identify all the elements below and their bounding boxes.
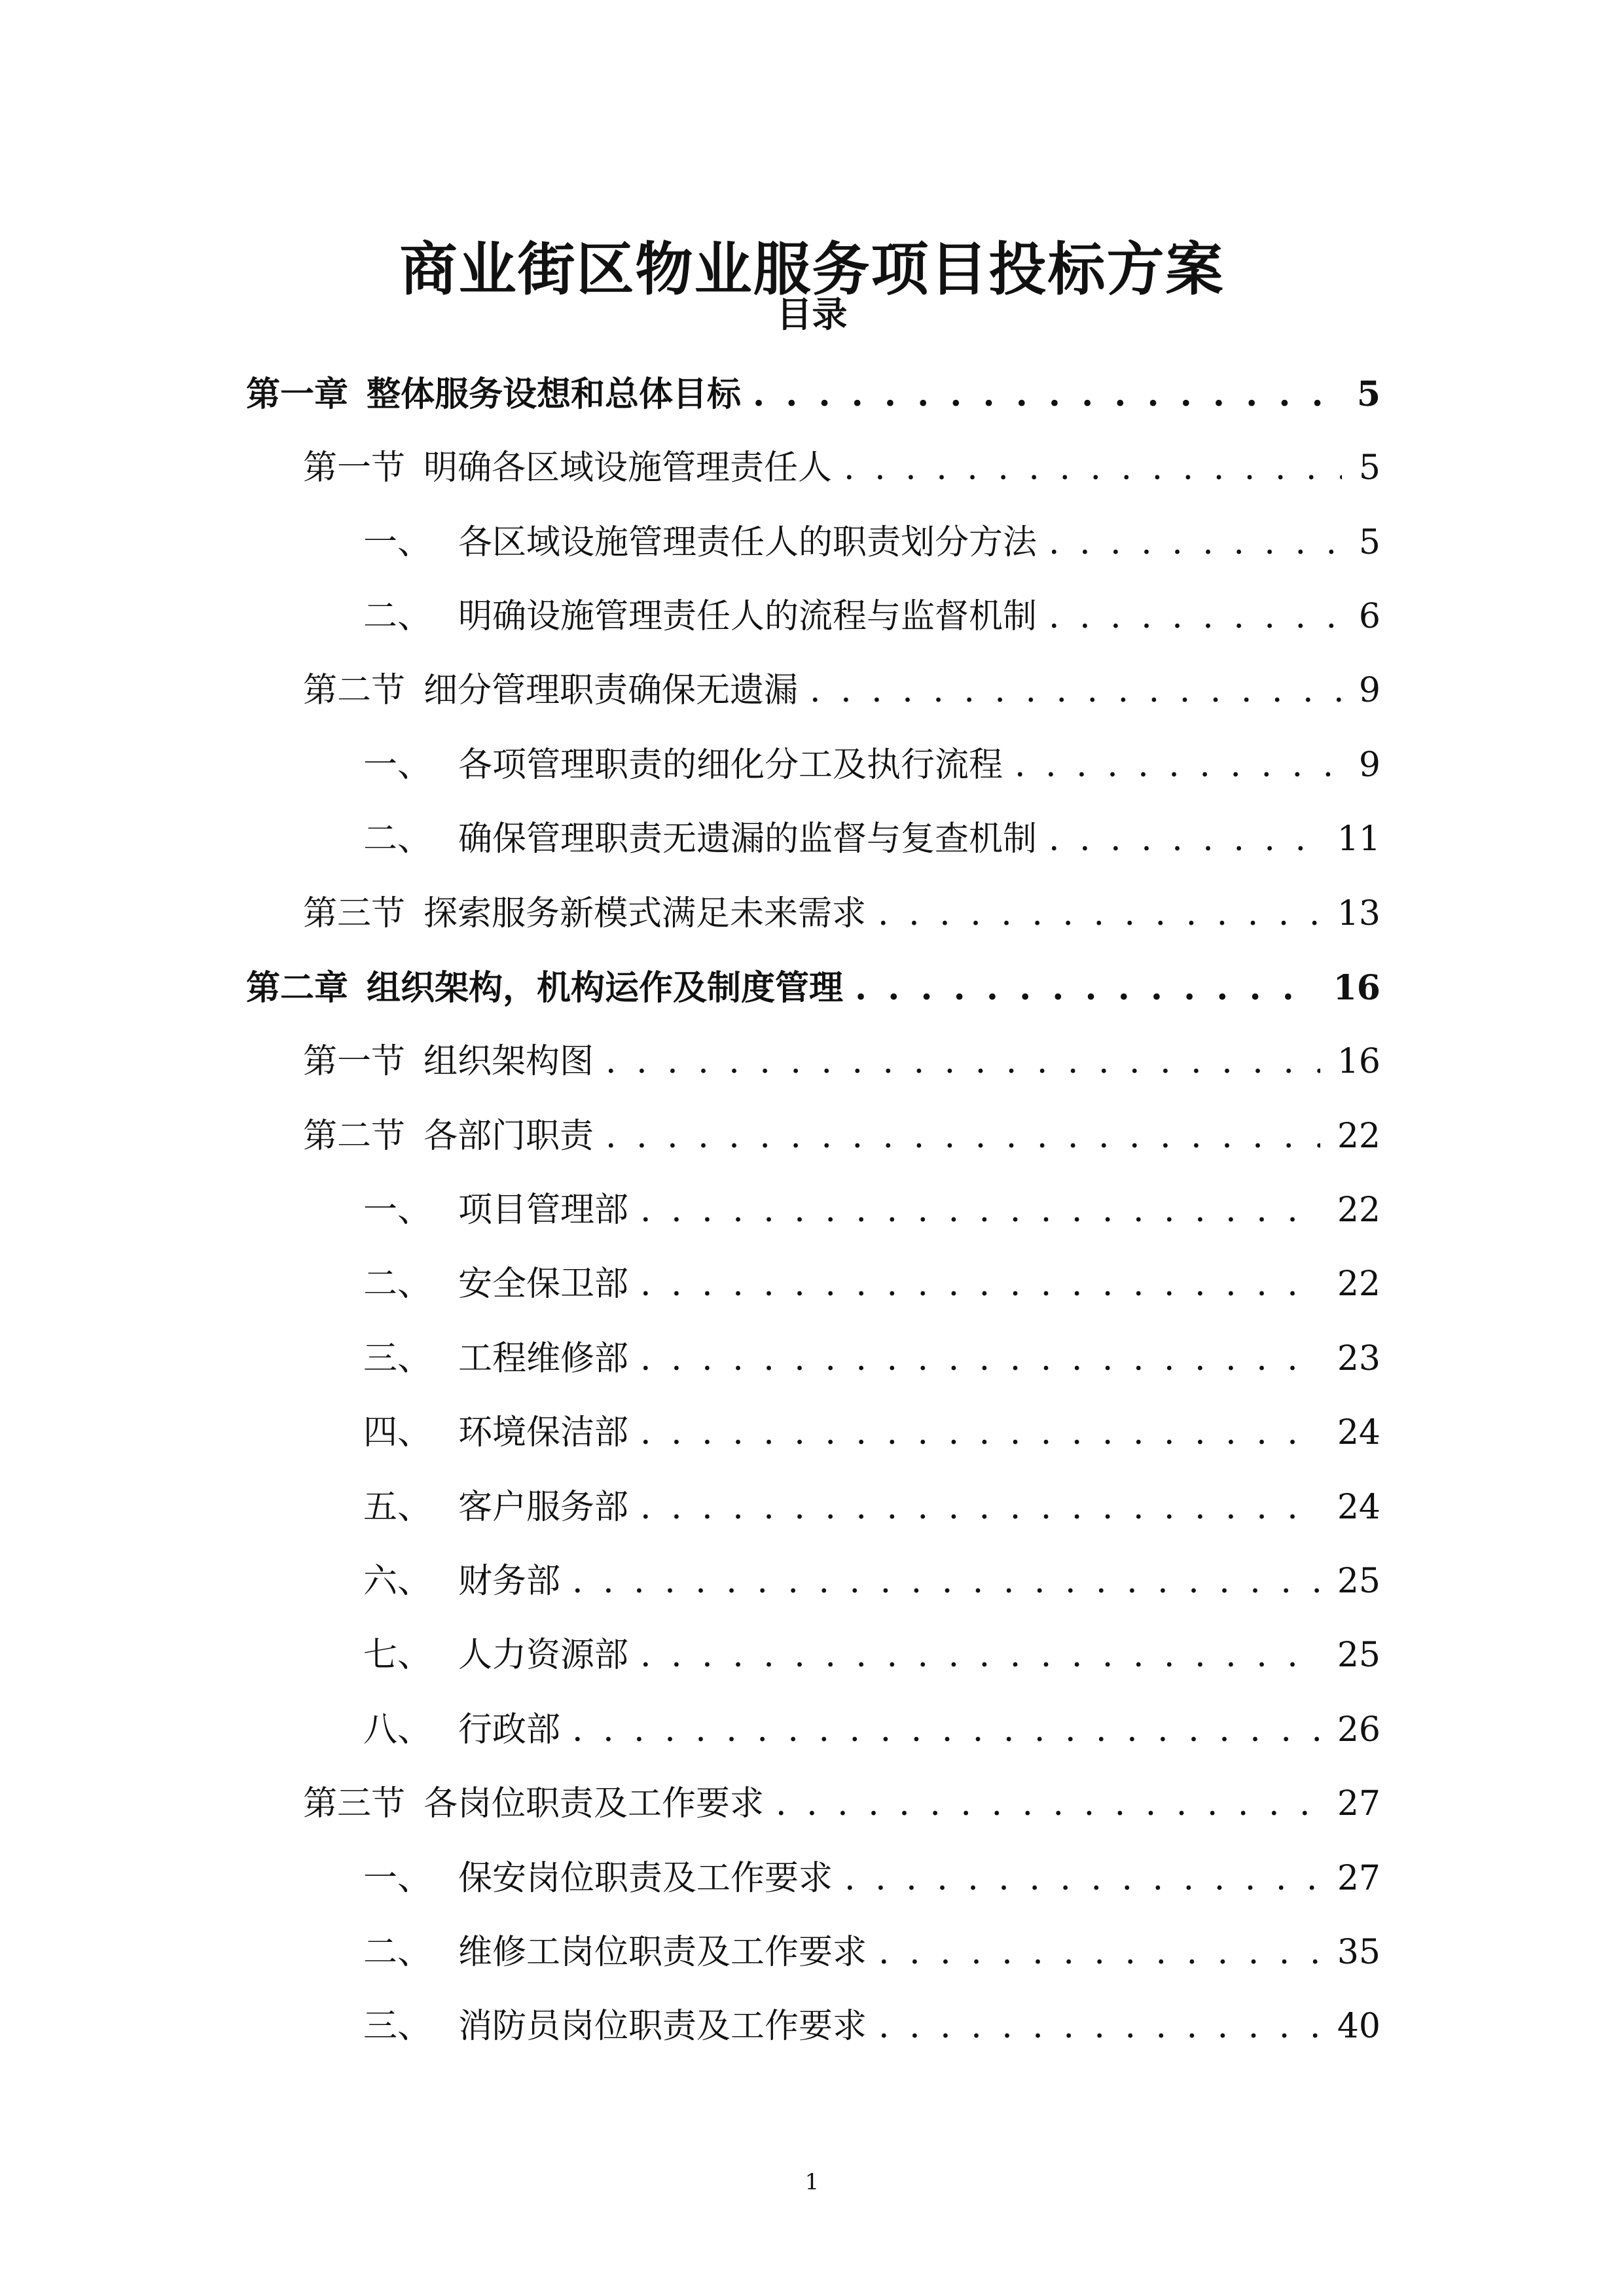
toc-page-number: 24 bbox=[1337, 1413, 1380, 1453]
toc-page-number: 11 bbox=[1337, 819, 1380, 859]
toc-page-number: 9 bbox=[1358, 745, 1380, 785]
toc-title: 行政部 bbox=[458, 1710, 561, 1749]
toc-number: 第二章 bbox=[246, 967, 349, 1008]
toc-section[interactable] bbox=[0, 1100, 1624, 1174]
toc-title: 组织架构图 bbox=[424, 1042, 594, 1082]
toc-subsection[interactable] bbox=[0, 1916, 1624, 1990]
toc-title: 明确设施管理责任人的流程与监督机制 bbox=[458, 596, 1038, 636]
toc-number: 第三节 bbox=[303, 1784, 406, 1824]
toc-title: 各项管理职责的细化分工及执行流程 bbox=[458, 745, 1003, 785]
dot-leader bbox=[1049, 820, 1320, 859]
toc-number: 二、 bbox=[363, 819, 432, 859]
toc-number: 一、 bbox=[363, 745, 432, 785]
dot-leader bbox=[640, 1340, 1320, 1379]
toc-title: 环境保洁部 bbox=[458, 1413, 629, 1453]
toc-subsection[interactable] bbox=[0, 1545, 1624, 1619]
toc-page-number: 13 bbox=[1337, 893, 1380, 933]
toc-title: 客户服务部 bbox=[458, 1487, 629, 1527]
toc-number: 五、 bbox=[363, 1487, 432, 1527]
toc-subsection[interactable] bbox=[0, 1693, 1624, 1767]
toc-title: 确保管理职责无遗漏的监督与复查机制 bbox=[458, 819, 1038, 859]
toc-number: 七、 bbox=[363, 1636, 432, 1676]
toc-title: 财务部 bbox=[458, 1562, 561, 1602]
toc-page-number: 16 bbox=[1337, 1042, 1380, 1082]
toc-subsection[interactable] bbox=[0, 506, 1624, 580]
toc-number: 八、 bbox=[363, 1710, 432, 1749]
toc-subsection[interactable] bbox=[0, 1842, 1624, 1916]
toc-page-number: 40 bbox=[1337, 2007, 1380, 2047]
toc-title: 安全保卫部 bbox=[458, 1265, 629, 1304]
toc-subsection[interactable] bbox=[0, 728, 1624, 802]
toc-section[interactable] bbox=[0, 431, 1624, 505]
toc-title: 工程维修部 bbox=[458, 1338, 629, 1378]
dot-leader bbox=[1049, 524, 1342, 563]
toc-page-number: 27 bbox=[1337, 1784, 1380, 1824]
toc-number: 第一节 bbox=[303, 1042, 406, 1082]
toc-number: 二、 bbox=[363, 596, 432, 636]
toc-page-number: 25 bbox=[1337, 1636, 1380, 1676]
toc-page-number: 9 bbox=[1358, 671, 1380, 711]
toc-subsection[interactable] bbox=[0, 1619, 1624, 1693]
toc-title: 各部门职责 bbox=[424, 1116, 594, 1156]
toc-number: 四、 bbox=[363, 1413, 432, 1453]
toc-subsection[interactable] bbox=[0, 1471, 1624, 1545]
toc-number: 第一章 bbox=[246, 374, 349, 414]
toc-subsection[interactable] bbox=[0, 580, 1624, 654]
toc-number: 第二节 bbox=[303, 671, 406, 711]
toc-title: 探索服务新模式满足未来需求 bbox=[424, 893, 867, 933]
toc-section[interactable] bbox=[0, 1026, 1624, 1100]
dot-leader bbox=[640, 1636, 1320, 1676]
dot-leader bbox=[640, 1191, 1320, 1230]
toc-page-number: 26 bbox=[1337, 1710, 1380, 1749]
toc-number: 二、 bbox=[363, 1265, 432, 1304]
dot-leader bbox=[878, 895, 1320, 934]
toc-page-number: 22 bbox=[1337, 1265, 1380, 1304]
toc-number: 第一节 bbox=[303, 448, 406, 488]
toc-number: 一、 bbox=[363, 1191, 432, 1230]
toc-page-number: 5 bbox=[1356, 374, 1380, 414]
dot-leader bbox=[572, 1711, 1320, 1750]
toc-number: 一、 bbox=[363, 1858, 432, 1898]
toc-heading: 目录 bbox=[776, 293, 848, 335]
toc-title: 项目管理部 bbox=[458, 1191, 629, 1230]
dot-leader bbox=[855, 969, 1316, 1008]
toc-chapter-2[interactable] bbox=[0, 951, 1624, 1025]
dot-leader bbox=[878, 1933, 1320, 1973]
toc-number: 第二节 bbox=[303, 1116, 406, 1156]
dot-leader bbox=[753, 375, 1340, 414]
toc-subsection[interactable] bbox=[0, 1248, 1624, 1322]
document-title: 商业街区物业服务项目投标方案 bbox=[399, 234, 1225, 303]
toc-subsection[interactable] bbox=[0, 802, 1624, 876]
toc-page-number: 35 bbox=[1337, 1933, 1380, 1972]
toc-number: 二、 bbox=[363, 1933, 432, 1972]
toc-title: 组织架构，机构运作及制度管理 bbox=[367, 967, 844, 1008]
toc-page-number: 23 bbox=[1337, 1338, 1380, 1378]
toc-page-number: 22 bbox=[1337, 1191, 1380, 1230]
dot-leader bbox=[640, 1414, 1320, 1453]
toc-subsection[interactable] bbox=[0, 1396, 1624, 1470]
toc-page-number: 5 bbox=[1358, 522, 1380, 562]
toc-page-number: 22 bbox=[1337, 1116, 1380, 1156]
toc-page-number: 25 bbox=[1337, 1562, 1380, 1602]
toc-title: 各岗位职责及工作要求 bbox=[424, 1784, 765, 1824]
toc-subsection[interactable] bbox=[0, 1174, 1624, 1247]
dot-leader bbox=[640, 1488, 1320, 1528]
toc-title: 消防员岗位职责及工作要求 bbox=[458, 2007, 867, 2047]
dot-leader bbox=[810, 672, 1342, 711]
toc-title: 人力资源部 bbox=[458, 1636, 629, 1676]
dot-leader bbox=[572, 1562, 1320, 1602]
toc-page-number: 5 bbox=[1358, 448, 1380, 488]
toc-number: 六、 bbox=[363, 1562, 432, 1602]
toc-title: 维修工岗位职责及工作要求 bbox=[458, 1933, 867, 1972]
dot-leader bbox=[878, 2007, 1320, 2047]
toc-section[interactable] bbox=[0, 877, 1624, 951]
toc-page-number: 6 bbox=[1358, 596, 1380, 636]
dot-leader bbox=[844, 1859, 1320, 1899]
toc-page-number: 16 bbox=[1333, 967, 1380, 1008]
dot-leader bbox=[776, 1785, 1320, 1824]
toc-number: 三、 bbox=[363, 1338, 432, 1378]
toc-title: 明确各区域设施管理责任人 bbox=[424, 448, 833, 488]
toc-subsection[interactable] bbox=[0, 1322, 1624, 1396]
dot-leader bbox=[844, 449, 1342, 488]
dot-leader bbox=[640, 1265, 1320, 1304]
toc-chapter-1[interactable] bbox=[0, 357, 1624, 431]
toc-number: 三、 bbox=[363, 2007, 432, 2047]
toc-page-number: 27 bbox=[1337, 1858, 1380, 1898]
page-number: 1 bbox=[804, 2169, 820, 2195]
toc-section[interactable] bbox=[0, 1767, 1624, 1841]
toc-title: 整体服务设想和总体目标 bbox=[367, 374, 742, 414]
dot-leader bbox=[605, 1117, 1320, 1157]
table-of-contents bbox=[0, 357, 1624, 2064]
toc-section[interactable] bbox=[0, 655, 1624, 728]
toc-title: 保安岗位职责及工作要求 bbox=[458, 1858, 833, 1898]
dot-leader bbox=[1049, 598, 1342, 637]
toc-subsection[interactable] bbox=[0, 1990, 1624, 2064]
dot-leader bbox=[605, 1043, 1320, 1082]
toc-page-number: 24 bbox=[1337, 1487, 1380, 1527]
toc-number: 第三节 bbox=[303, 893, 406, 933]
toc-title: 各区域设施管理责任人的职责划分方法 bbox=[458, 522, 1038, 562]
dot-leader bbox=[1015, 746, 1342, 785]
toc-title: 细分管理职责确保无遗漏 bbox=[424, 671, 799, 711]
toc-number: 一、 bbox=[363, 522, 432, 562]
